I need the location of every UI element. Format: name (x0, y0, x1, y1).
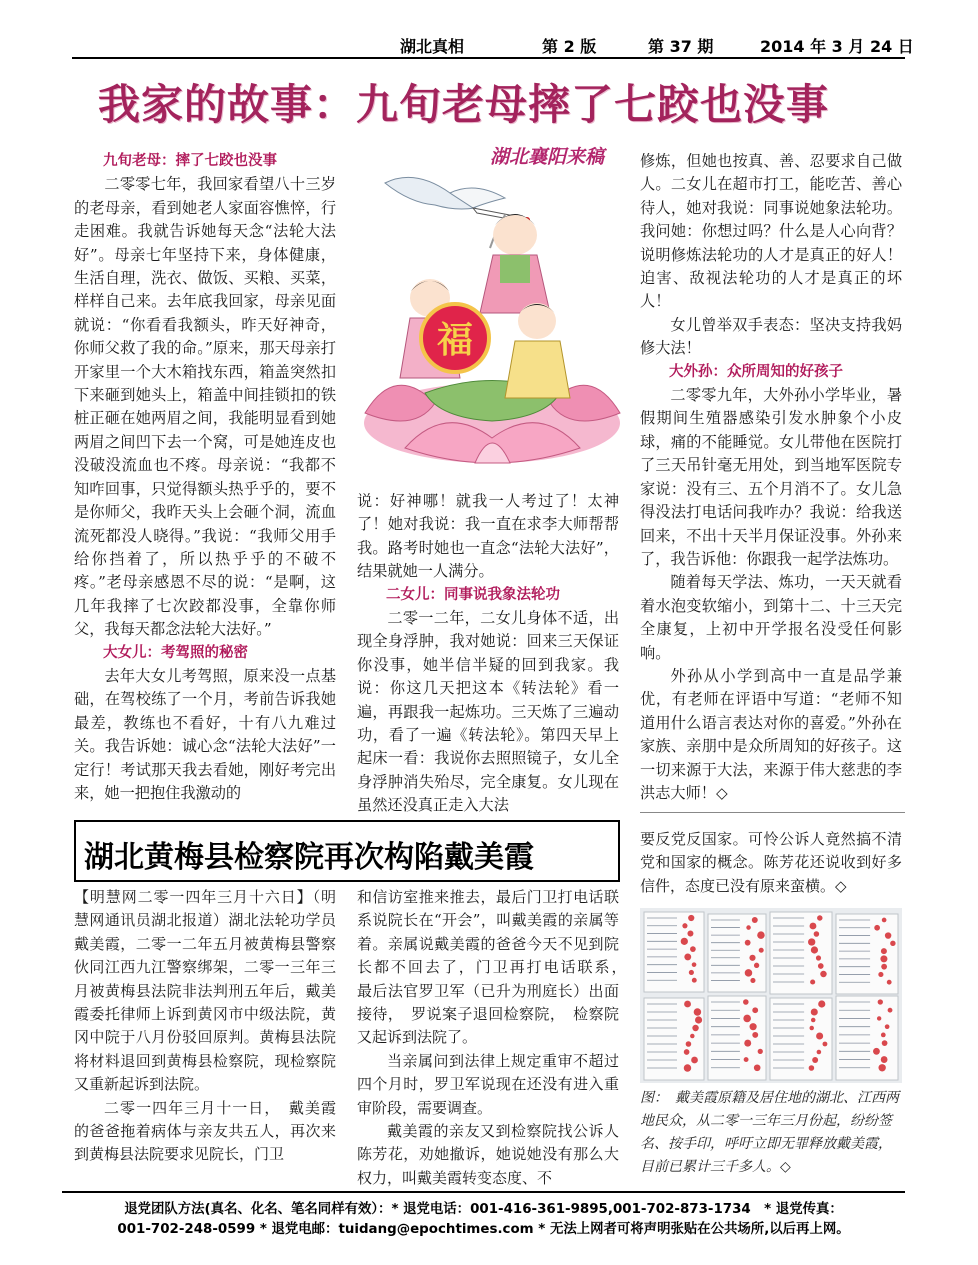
thumbprint (888, 1008, 893, 1013)
thumbprint (816, 1032, 823, 1039)
header-rule (72, 57, 905, 59)
thumbprint (692, 1025, 698, 1031)
thumbprint (759, 948, 764, 953)
thumbprint (817, 1050, 822, 1055)
thumbprint (689, 970, 694, 975)
subheading: 大外孙：众所周知的好孩子 (669, 363, 843, 380)
article1-column-3 (640, 150, 902, 805)
subheading: 九旬老母：摔了七跤也没事 (103, 153, 277, 169)
article2-column-2 (357, 886, 635, 1190)
thumbprint (752, 1007, 758, 1013)
thumbprint (814, 931, 820, 937)
article2-title: 湖北黄梅县检察院再次构陷戴美霞 (84, 840, 534, 875)
paragraph: 修炼，但她也按真、善、忍要求自己做人。二女儿在超市打工，能吃苦、善心待人，她对我说：同事说她象法轮功。我问她：你想过吗？什么是人心向背？说明修炼法轮功的人才是真正的好人！迫害、敌视法轮功的人才是真正的坏人！ (640, 152, 902, 311)
paper-name: 湖北真相 (400, 37, 465, 56)
thumbprint (873, 1048, 880, 1055)
thumbprint (758, 1049, 763, 1054)
footer-line-1: 退党团队方法(真名、化名、笔名同样有效）：* 退党电话：001-416-361-9895,001-702-873-1734 * 退党传真： (124, 1202, 843, 1217)
thumbprint (684, 1064, 691, 1071)
thumbprint (878, 999, 883, 1004)
thumbprint (752, 917, 758, 923)
thumbprint (694, 1008, 701, 1015)
thumbprint (754, 1064, 761, 1071)
thumbprint (823, 1042, 828, 1047)
thumbprint (890, 941, 895, 946)
thumbprint (808, 938, 815, 945)
thumbprint (686, 1041, 692, 1047)
edition-number: 第 2 版 (542, 37, 597, 56)
thumbprint (687, 931, 693, 937)
thumbprint (810, 923, 817, 930)
thumbprint (877, 1016, 881, 1020)
paragraph: 要反党反国家。可怜公诉人竟然搞不清党和国家的概念。陈芳花还说收到好多信件，态度已没有原来蛮横。◇ (640, 830, 902, 895)
thumbprint (743, 1015, 751, 1023)
child-figure (505, 303, 570, 398)
column-separator (640, 812, 905, 813)
thumbprint (750, 978, 755, 983)
paragraph: 二零零九年，大外孙小学毕业，暑假期间生殖器感染引发水肿象个小皮球，痛的不能睡觉。女儿带他在医院打了三天吊针毫无用处，到当地军医院专家说：没有三、五个月消不了。女儿急得没法打电话问我咋办？我说：给我送回来，不出十天半月保证没事。外孙来了，我告诉他：你跟我一起学法炼功。 (640, 386, 902, 568)
paragraph: 戴美霞的亲友又到检察院找公诉人陈芳花，劝她撤诉，她说她没有那么大权力，叫戴美霞转变态度、不 (357, 1122, 619, 1187)
thumbprint (684, 953, 691, 960)
paragraph: 二零零七年，我回家看望八十三岁的老母亲，看到她老人家面容憔悴，行走困难。我就告诉她每天念“法轮大法好”。母亲七年坚持下来，身体健康，生活自理，洗衣、做饭、买粮、买菜，样样自己来。去年底我回家，母亲见面就说：“你看看我额头，昨天好神奇，你师父救了我的命。”原来，那天母亲打开家里一个大木箱找东西，箱盖突然扣下来砸到她头上，箱盖中间挂锁扣的铁桩正砸在她两眉之间，我能明显看到她两眉之间凹下去一个窝，可是她连皮也没破没流血也不疼。母亲说：“我都不知咋回事，只觉得额头热乎乎的，要不是你师父，我昨天头上会砸个洞，流血流死都没人晓得。”我说：“我师父用手给你挡着了，所以热乎乎的不破不疼。”老母亲感恩不尽的说：“是啊，这几年我摔了七次跤都没事，全靠你师父，我每天都念法轮大法好。” (74, 175, 336, 639)
paragraph: 二零一四年三月十一日， 戴美霞的爸爸拖着病体与亲友共五人，再次来到黄梅县法院要求见院长，门卫 (74, 1098, 336, 1164)
thumbprint (811, 1008, 818, 1015)
paragraph: 外孙从小学到高中一直是品学兼优，有老师在评语中写道：“老师不知道用什么语言表达对你的喜爱。”外孙在家族、亲朋中是众所周知的好孩子。这一切来源于大法，来源于伟大慈悲的李洪志大师！◇ (640, 666, 902, 802)
thumbprint (874, 925, 880, 931)
subheading: 二女儿：同事说我象法轮功 (386, 586, 560, 603)
thumbprint (881, 1056, 888, 1063)
thumbprint (882, 918, 887, 923)
thumbprint (692, 978, 697, 983)
subheading: 大女儿：考驾照的秘密 (103, 644, 248, 661)
article1-column-2 (357, 490, 619, 818)
fu-character: 福 (436, 319, 474, 361)
thumbprint (885, 932, 891, 938)
article1-byline: 湖北襄阳来稿 (490, 146, 605, 168)
thumbprint (691, 1057, 698, 1064)
thumbprint (887, 980, 892, 985)
thumbprint (745, 940, 751, 946)
thumbprint (684, 1001, 691, 1008)
thumbprint (744, 1057, 749, 1062)
issue-date: 2014 年 3 月 24 日 (760, 37, 914, 56)
thumbprint (745, 969, 753, 977)
thumbprint (820, 971, 826, 977)
fortune-children-illustration (355, 163, 630, 481)
thumbprint (811, 1018, 816, 1023)
thumbprint (878, 1064, 885, 1071)
thumbprint (810, 979, 815, 984)
footer-rule (62, 1191, 905, 1193)
paragraph: 随着每天学法、炼功，一天天就看着水泡变软缩小，到第十二、十三天完全康复，上初中开学报名没受任何影响。 (640, 573, 902, 662)
article2-column-3 (640, 828, 902, 898)
thumbprint (809, 1065, 815, 1071)
thumbprint (746, 925, 751, 930)
thumbprint (681, 938, 688, 945)
thumbprint (743, 999, 749, 1005)
thumbprint (690, 1034, 694, 1038)
thumbprint (692, 962, 697, 967)
child-figure (480, 214, 550, 313)
thumbprint (878, 972, 883, 977)
thumbprint (744, 1040, 751, 1047)
article1-column-1 (74, 150, 336, 805)
paragraph: 【明慧网二零一四年三月十六日】（明慧网通讯员湖北报道）湖北法轮功学员戴美霞，二零一二年五月被黄梅县警察伙同江西九江警察绑架，二零一三年三月被黄梅县法院非法判刑五年后，戴美霞委托律师上诉到黄冈市中级法院，黄冈中院于八月份驳回原判。黄梅县法院将材料退回到黄梅县检察院，现检察院又重新起诉到法院。 (74, 888, 336, 1094)
article2-column-1 (74, 886, 336, 1167)
thumbprint (817, 915, 822, 920)
thumbprint (818, 1000, 825, 1007)
article1-title: 我家的故事：九旬老母摔了七跤也没事 (98, 80, 830, 129)
thumbprint (816, 955, 821, 960)
thumbprint (749, 955, 755, 961)
thumbprint (750, 1023, 757, 1030)
thumbprint (881, 1033, 886, 1038)
lotus-icon (364, 381, 620, 464)
thumbprint (690, 946, 696, 952)
issue-number: 第 37 期 (648, 37, 714, 56)
thumbprint (811, 946, 818, 953)
thumbprint (880, 955, 887, 962)
thumbprint (688, 915, 694, 921)
thumbprint (812, 1057, 818, 1063)
footer-line-2: 001-702-248-0599 * 退党电邮：tuidang@epochtimes.com * 无法上网者可将声明张贴在公共场所,以后再上网。 (117, 1222, 850, 1237)
thumbprint (695, 1016, 702, 1023)
thumbprint (682, 923, 687, 928)
thumbprint (684, 1049, 690, 1055)
petition-signatures-photo (640, 908, 902, 1083)
thumbprint (885, 1024, 890, 1029)
thumbprint (754, 963, 759, 968)
paragraph: 女儿曾举双手表态：坚决支持我妈修大法！ (640, 315, 902, 358)
thumbprint (882, 1040, 888, 1046)
thumbprint (752, 1032, 758, 1038)
thumbprint (809, 1026, 813, 1030)
thumbprint (881, 948, 887, 954)
photo-caption: 图： 戴美霞原籍及居住地的湖北、江西两地民众，从二零一三年三月份起，纷纷签名、按手印，呼吁立即无罪释放戴美霞，目前已累计三千多人。◇ (640, 1090, 899, 1175)
thumbprint (757, 931, 765, 939)
paragraph: 说：好神哪！就我一人考过了！太神了！她对我说：我一直在求李大师帮帮我。路考时她也一直念“法轮大法好”，结果就她一人满分。 (357, 492, 619, 581)
paragraph: 去年大女儿考驾照，原来没一点基础，在驾校练了一个月，考前告诉我她最差，教练也不看好，十有八九难过关。我告诉她：诚心念“法轮大法好”一定行！考试那天我去看她，刚好考完出来，她一把抱住我激动的 (74, 666, 336, 802)
paragraph: 二零一二年，二女儿身体不适，出现全身浮肿，我对她说：回来三天保证你没事，她半信半疑的回到我家。我说：你这几天把这本《转法轮》看一遍，再跟我一起炼功。三天炼了三遍动功，看了一遍《转法轮》。第四天早上起床一看：我说你去照照镜子，女儿全身浮肿消失殆尽，完全康复。女儿现在虽然还没真正走入大法 (357, 609, 619, 815)
paragraph: 当亲属问到法律上规定重审不超过四个月时，罗卫军说现在还没有进入重审阶段，需要调查。 (357, 1051, 619, 1117)
paragraph: 和信访室推来推去，最后门卫打电话联系说院长在“开会”，叫戴美霞的亲属等着。亲属说戴美霞的爸爸今天不见到院长都不回去了，门卫再打电话联系， 最后法官罗卫军（已升为刑庭长）出面接待， 罗说案子退回检察院， 检察院又起诉到法院了。 (357, 888, 635, 1047)
thumbprint (818, 963, 824, 969)
thumbprint (881, 964, 887, 970)
